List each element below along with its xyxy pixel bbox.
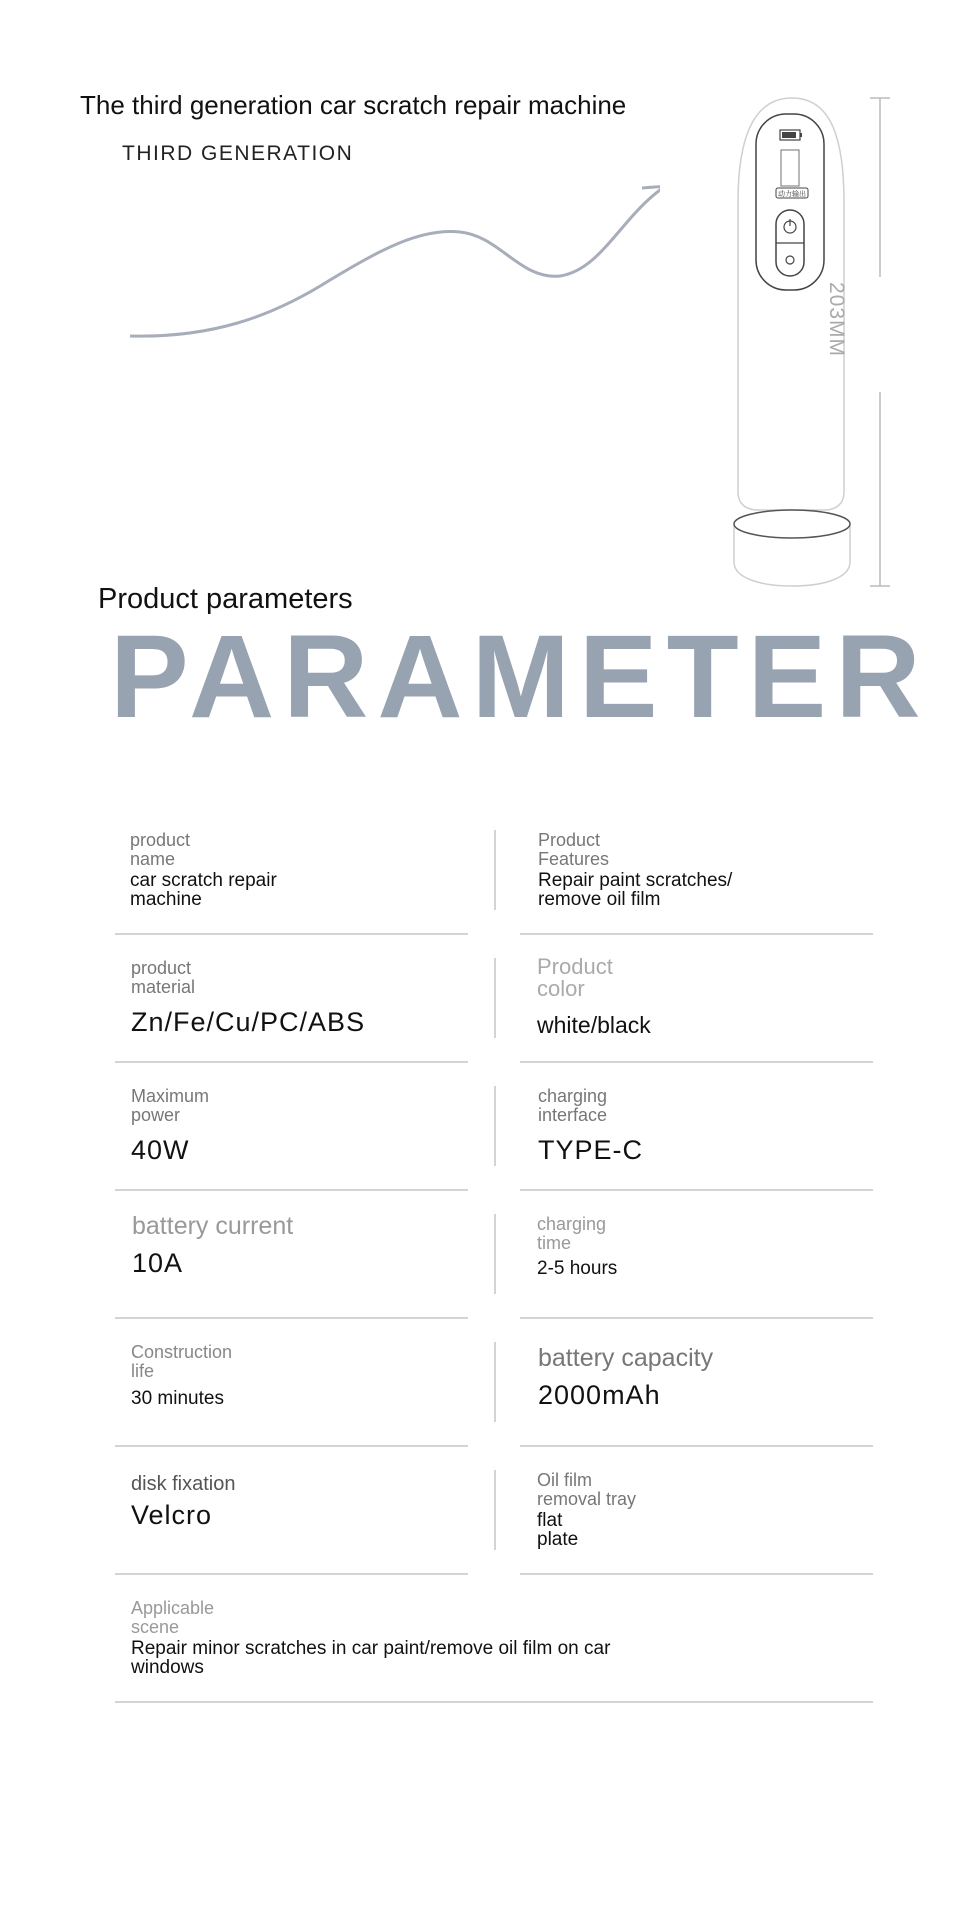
param-disk-fixation [131, 1475, 431, 1530]
divider [115, 1061, 468, 1063]
divider [494, 1470, 496, 1550]
param-applicable-scene [131, 1599, 731, 1677]
param-value: 2-5 hours [537, 1258, 618, 1279]
divider [494, 1086, 496, 1166]
param-maximum-power [131, 1087, 431, 1165]
divider [115, 1189, 468, 1191]
param-value: 30 minutes [131, 1388, 224, 1409]
page-title: The third generation car scratch repair machine [80, 90, 627, 120]
param-label: disk fixation [131, 1473, 236, 1495]
param-value: white/black [537, 1012, 651, 1038]
param-charging-time [537, 1215, 837, 1278]
divider [115, 933, 468, 935]
param-battery-capacity [538, 1346, 838, 1410]
divider [115, 1317, 468, 1319]
param-label: battery current [132, 1212, 294, 1240]
divider [494, 1342, 496, 1422]
param-value: 2000mAh [538, 1380, 661, 1410]
divider [494, 958, 496, 1038]
param-label: product material [131, 958, 196, 997]
divider [494, 1214, 496, 1294]
param-label: battery capacity [538, 1344, 714, 1372]
param-label: Applicable scene [131, 1598, 215, 1637]
param-label: Product color [537, 954, 613, 1001]
param-label: Product Features [538, 830, 610, 869]
param-label: charging interface [538, 1086, 608, 1125]
param-product-color [537, 956, 837, 1038]
param-label: Oil film removal tray [537, 1470, 637, 1509]
dimension-label: 203MM [825, 282, 848, 358]
param-product-features [538, 831, 838, 909]
param-construction-life [131, 1343, 431, 1408]
decorative-wave [120, 170, 660, 350]
section-big-word: PARAMETER [110, 611, 930, 743]
product-illustration [720, 92, 900, 602]
param-label: product name [130, 830, 191, 869]
divider [520, 1317, 873, 1319]
param-value: Zn/Fe/Cu/PC/ABS [131, 1007, 366, 1037]
param-label: Construction life [131, 1342, 233, 1381]
param-value: flat plate [537, 1510, 579, 1550]
divider [520, 1573, 873, 1575]
param-value: 40W [131, 1135, 190, 1165]
divider [115, 1573, 468, 1575]
divider [494, 830, 496, 910]
param-value: 10A [132, 1248, 184, 1278]
param-label: charging time [537, 1214, 607, 1253]
param-value: Repair paint scratches/ remove oil film [538, 870, 733, 910]
param-oil-film-tray [537, 1471, 837, 1549]
param-value: Repair minor scratches in car paint/remove oil film on car windows [131, 1638, 611, 1678]
param-product-name [130, 831, 430, 909]
param-value: car scratch repair machine [130, 870, 277, 910]
divider [520, 1061, 873, 1063]
param-product-material [131, 959, 431, 1037]
param-battery-current [132, 1214, 432, 1278]
param-label: Maximum power [131, 1086, 210, 1125]
power-output-label: 动力输出 [778, 190, 806, 198]
page-subtitle: THIRD GENERATION [122, 142, 354, 165]
param-value: Velcro [131, 1500, 213, 1530]
param-charging-interface [538, 1087, 838, 1165]
divider [520, 1189, 873, 1191]
divider [520, 1445, 873, 1447]
divider [115, 1701, 873, 1703]
param-value: TYPE-C [538, 1135, 644, 1165]
divider [520, 933, 873, 935]
section-heading: Product parameters [98, 583, 353, 615]
divider [115, 1445, 468, 1447]
